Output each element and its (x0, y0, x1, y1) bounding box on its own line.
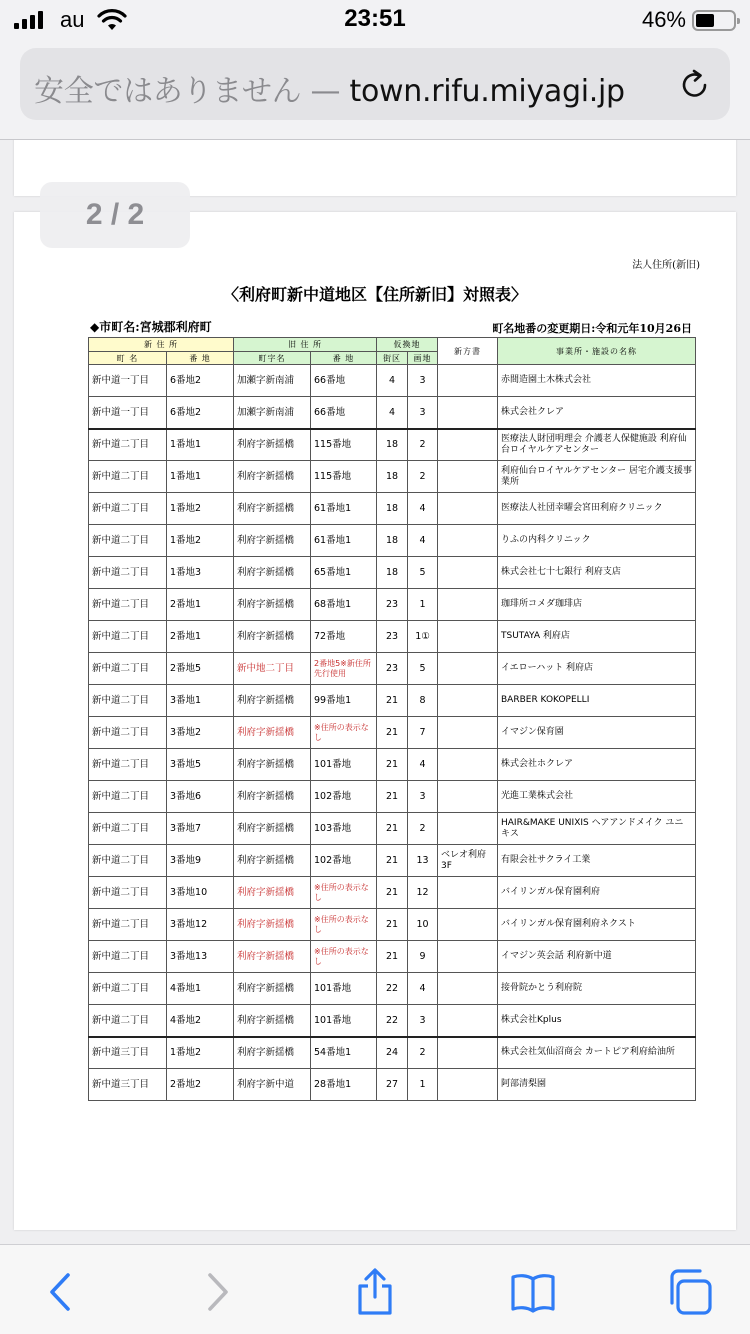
cell-block: 4 (377, 397, 408, 429)
header-temp-lot: 仮換地 (377, 338, 438, 352)
reload-icon[interactable] (678, 68, 712, 102)
cell-old-lot: 66番地 (311, 365, 377, 397)
cell-new-way (438, 909, 498, 941)
cell-block: 21 (377, 781, 408, 813)
cell-new-way (438, 781, 498, 813)
cell-block: 21 (377, 749, 408, 781)
cell-block: 22 (377, 973, 408, 1005)
header-town: 町 名 (89, 352, 167, 365)
cell-lot: 4番地1 (167, 973, 234, 1005)
url-text[interactable] (34, 66, 664, 110)
cell-block: 18 (377, 493, 408, 525)
header-old-lot: 番 地 (311, 352, 377, 365)
cell-town: 新中道二丁目 (89, 845, 167, 877)
cell-town: 新中道二丁目 (89, 813, 167, 845)
cell-lot: 6番地2 (167, 365, 234, 397)
cell-block: 18 (377, 429, 408, 461)
cell-block: 24 (377, 1037, 408, 1069)
cell-block: 4 (377, 365, 408, 397)
table-row (89, 365, 696, 397)
cell-town: 新中道三丁目 (89, 1037, 167, 1069)
cell-old-town: 利府字新揺橋 (234, 781, 311, 813)
cell-new-way (438, 813, 498, 845)
address-table (88, 337, 696, 1101)
cell-old-town: 利府字新揺橋 (234, 525, 311, 557)
cell-plot: 10 (408, 909, 438, 941)
cell-facility-name: りふの内科クリニック (498, 525, 696, 557)
cell-plot: 3 (408, 397, 438, 429)
cell-old-town: 加瀬字新南浦 (234, 397, 311, 429)
cell-new-way (438, 365, 498, 397)
cell-block: 23 (377, 621, 408, 653)
cell-town: 新中道二丁目 (89, 909, 167, 941)
cell-old-town: 利府字新揺橋 (234, 621, 311, 653)
cell-block: 22 (377, 1005, 408, 1037)
cell-old-lot: ※住所の表示なし (311, 909, 377, 941)
table-row (89, 1037, 696, 1069)
table-row (89, 749, 696, 781)
cell-facility-name: 株式会社気仙沼商会 カートピア利府給油所 (498, 1037, 696, 1069)
share-icon[interactable] (350, 1267, 400, 1317)
battery-icon (692, 10, 736, 31)
cell-plot: 7 (408, 717, 438, 749)
cell-lot: 3番地2 (167, 717, 234, 749)
table-row (89, 1005, 696, 1037)
cell-facility-name: 医療法人財団明理会 介護老人保健施設 利府仙台ロイヤルケアセンター (498, 429, 696, 461)
cell-old-town: 利府字新中道 (234, 1069, 311, 1101)
header-plot: 画地 (408, 352, 438, 365)
cell-new-way (438, 653, 498, 685)
table-row (89, 909, 696, 941)
cell-old-town: 利府字新揺橋 (234, 589, 311, 621)
cell-town: 新中道二丁目 (89, 1005, 167, 1037)
header-lot: 番 地 (167, 352, 234, 365)
cell-block: 18 (377, 557, 408, 589)
cell-new-way (438, 877, 498, 909)
table-row (89, 397, 696, 429)
cell-lot: 6番地2 (167, 397, 234, 429)
cell-old-town: 利府字新揺橋 (234, 845, 311, 877)
cell-lot: 3番地13 (167, 941, 234, 973)
cell-town: 新中道二丁目 (89, 781, 167, 813)
cell-lot: 4番地2 (167, 1005, 234, 1037)
cell-lot: 1番地1 (167, 461, 234, 493)
cell-old-town: 利府字新揺橋 (234, 557, 311, 589)
battery-percent: 46% (641, 7, 686, 32)
cell-facility-name: 株式会社クレア (498, 397, 696, 429)
cell-facility-name: HAIR&MAKE UNIXIS ヘアアンドメイク ユニキス (498, 813, 696, 845)
table-row (89, 717, 696, 749)
cell-lot: 3番地1 (167, 685, 234, 717)
cell-town: 新中道二丁目 (89, 877, 167, 909)
cell-new-way (438, 1005, 498, 1037)
cell-facility-name: 利府仙台ロイヤルケアセンター 居宅介護支援事業所 (498, 461, 696, 493)
cell-old-town: 利府字新揺橋 (234, 717, 311, 749)
table-row (89, 1069, 696, 1101)
cell-old-lot: 72番地 (311, 621, 377, 653)
cell-town: 新中道二丁目 (89, 621, 167, 653)
cell-new-way (438, 941, 498, 973)
cell-facility-name: 阿部清梨園 (498, 1069, 696, 1101)
cell-facility-name: イマジン英会話 利府新中道 (498, 941, 696, 973)
cell-plot: 5 (408, 653, 438, 685)
status-bar (0, 0, 750, 42)
cell-block: 21 (377, 717, 408, 749)
cell-town: 新中道二丁目 (89, 525, 167, 557)
cell-old-lot: ※住所の表示なし (311, 941, 377, 973)
table-row (89, 589, 696, 621)
header-old-town: 町字名 (234, 352, 311, 365)
cell-lot: 3番地10 (167, 877, 234, 909)
cell-town: 新中道二丁目 (89, 941, 167, 973)
cell-old-lot: 28番地1 (311, 1069, 377, 1101)
change-date-label: 町名地番の変更期日:令和元年10月26日 (492, 322, 692, 335)
table-row (89, 845, 696, 877)
cell-old-lot: ※住所の表示なし (311, 877, 377, 909)
cell-town: 新中道二丁目 (89, 749, 167, 781)
cell-lot: 2番地1 (167, 621, 234, 653)
cell-plot: 13 (408, 845, 438, 877)
pdf-page (14, 212, 736, 1230)
cell-lot: 1番地2 (167, 525, 234, 557)
cell-old-town: 加瀬字新南浦 (234, 365, 311, 397)
header-new-address: 新 住 所 (89, 338, 234, 352)
table-row (89, 525, 696, 557)
cell-plot: 3 (408, 781, 438, 813)
cell-new-way (438, 685, 498, 717)
cell-town: 新中道二丁目 (89, 557, 167, 589)
cell-old-town: 利府字新揺橋 (234, 813, 311, 845)
table-row (89, 781, 696, 813)
table-row (89, 813, 696, 845)
cell-old-lot: 99番地1 (311, 685, 377, 717)
cell-town: 新中道三丁目 (89, 1069, 167, 1101)
cell-facility-name: 株式会社Kplus (498, 1005, 696, 1037)
cell-block: 18 (377, 525, 408, 557)
cell-lot: 3番地7 (167, 813, 234, 845)
cell-old-lot: 65番地1 (311, 557, 377, 589)
cell-facility-name: 赤間造園土木株式会社 (498, 365, 696, 397)
cell-facility-name: 接骨院かとう利府院 (498, 973, 696, 1005)
cell-plot: 3 (408, 1005, 438, 1037)
pdf-viewer[interactable] (0, 140, 750, 1244)
cell-old-town: 利府字新揺橋 (234, 461, 311, 493)
page-indicator: 2 / 2 (40, 182, 190, 248)
cell-new-way (438, 621, 498, 653)
chevron-right-icon[interactable] (192, 1267, 242, 1317)
table-row (89, 429, 696, 461)
cell-new-way (438, 589, 498, 621)
cell-facility-name: イエローハット 利府店 (498, 653, 696, 685)
cell-old-town: 利府字新揺橋 (234, 1037, 311, 1069)
cell-old-lot: 61番地1 (311, 525, 377, 557)
cell-old-town: 利府字新揺橋 (234, 973, 311, 1005)
cell-facility-name: BARBER KOKOPELLI (498, 685, 696, 717)
cell-new-way (438, 717, 498, 749)
cell-facility-name: TSUTAYA 利府店 (498, 621, 696, 653)
header-facility: 事業所・施設の名称 (498, 338, 696, 365)
cell-facility-name: 株式会社七十七銀行 利府支店 (498, 557, 696, 589)
cell-plot: 2 (408, 813, 438, 845)
cell-town: 新中道一丁目 (89, 365, 167, 397)
cell-block: 23 (377, 589, 408, 621)
cell-block: 21 (377, 941, 408, 973)
cell-plot: 1 (408, 1069, 438, 1101)
book-icon[interactable] (508, 1267, 558, 1317)
cell-facility-name: バイリンガル保育園利府ネクスト (498, 909, 696, 941)
cell-old-lot: 102番地 (311, 781, 377, 813)
cell-old-lot: 101番地 (311, 749, 377, 781)
cell-block: 21 (377, 845, 408, 877)
address-table-body (89, 365, 696, 1101)
cell-old-lot: 2番地5※新住所先行使用 (311, 653, 377, 685)
header-new-way: 新方書 (438, 338, 498, 365)
cell-old-town: 新中地二丁目 (234, 653, 311, 685)
cell-block: 18 (377, 461, 408, 493)
cell-lot: 3番地12 (167, 909, 234, 941)
cell-block: 21 (377, 813, 408, 845)
cell-old-lot: 68番地1 (311, 589, 377, 621)
cell-new-way (438, 429, 498, 461)
cell-old-lot: 115番地 (311, 429, 377, 461)
cell-old-lot: 101番地 (311, 1005, 377, 1037)
cell-plot: 1① (408, 621, 438, 653)
cell-town: 新中道二丁目 (89, 589, 167, 621)
table-row (89, 685, 696, 717)
cell-town: 新中道二丁目 (89, 429, 167, 461)
table-row (89, 557, 696, 589)
cell-new-way: ベレオ利府3F (438, 845, 498, 877)
not-secure-label: 安全ではありません — (34, 74, 341, 109)
cell-old-lot: 101番地 (311, 973, 377, 1005)
cell-old-town: 利府字新揺橋 (234, 1005, 311, 1037)
cell-old-town: 利府字新揺橋 (234, 941, 311, 973)
cell-facility-name: 光進工業株式会社 (498, 781, 696, 813)
cell-plot: 8 (408, 685, 438, 717)
cell-new-way (438, 1037, 498, 1069)
cell-old-lot: 54番地1 (311, 1037, 377, 1069)
cell-new-way (438, 1069, 498, 1101)
cell-facility-name: 珈琲所コメダ珈琲店 (498, 589, 696, 621)
cell-town: 新中道二丁目 (89, 461, 167, 493)
tabs-icon[interactable] (664, 1267, 714, 1317)
cell-old-lot: 61番地1 (311, 493, 377, 525)
cell-facility-name: 有限会社サクライ工業 (498, 845, 696, 877)
cell-plot: 4 (408, 525, 438, 557)
cell-old-town: 利府字新揺橋 (234, 685, 311, 717)
cell-block: 27 (377, 1069, 408, 1101)
cell-lot: 1番地1 (167, 429, 234, 461)
cell-block: 21 (377, 909, 408, 941)
cell-town: 新中道二丁目 (89, 493, 167, 525)
cell-old-lot: ※住所の表示なし (311, 717, 377, 749)
status-time: 23:51 (344, 5, 406, 32)
cell-facility-name: イマジン保育園 (498, 717, 696, 749)
table-row (89, 493, 696, 525)
municipality-label: ◆市町名:宮城郡利府町 (90, 320, 212, 334)
url-domain: town.rifu.miyagi.jp (349, 74, 625, 109)
cell-plot: 1 (408, 589, 438, 621)
cell-new-way (438, 461, 498, 493)
cell-block: 21 (377, 685, 408, 717)
cell-old-town: 利府字新揺橋 (234, 909, 311, 941)
cell-facility-name: 医療法人社団幸曜会宮田利府クリニック (498, 493, 696, 525)
cell-lot: 2番地2 (167, 1069, 234, 1101)
cell-block: 21 (377, 877, 408, 909)
cell-plot: 2 (408, 429, 438, 461)
document-title: 〈利府町新中道地区【住所新旧】対照表〉 (222, 285, 527, 304)
table-row (89, 653, 696, 685)
cell-old-lot: 103番地 (311, 813, 377, 845)
cell-lot: 1番地2 (167, 493, 234, 525)
bottom-toolbar (0, 1244, 750, 1334)
cell-facility-name: 株式会社ホクレア (498, 749, 696, 781)
cell-town: 新中道二丁目 (89, 685, 167, 717)
address-bar[interactable] (20, 48, 730, 120)
carrier-label: au (60, 7, 85, 32)
cell-old-town: 利府字新揺橋 (234, 429, 311, 461)
cell-plot: 12 (408, 877, 438, 909)
cell-lot: 1番地3 (167, 557, 234, 589)
cell-old-town: 利府字新揺橋 (234, 493, 311, 525)
cell-plot: 4 (408, 973, 438, 1005)
cell-lot: 3番地5 (167, 749, 234, 781)
cell-plot: 9 (408, 941, 438, 973)
table-row (89, 461, 696, 493)
cell-town: 新中道二丁目 (89, 717, 167, 749)
cell-plot: 5 (408, 557, 438, 589)
table-row (89, 973, 696, 1005)
cell-plot: 3 (408, 365, 438, 397)
cell-plot: 4 (408, 493, 438, 525)
cell-new-way (438, 397, 498, 429)
cell-lot: 1番地2 (167, 1037, 234, 1069)
table-row (89, 941, 696, 973)
cell-new-way (438, 525, 498, 557)
table-row (89, 621, 696, 653)
table-row (89, 877, 696, 909)
corner-label: 法人住所(新旧) (632, 260, 700, 271)
cell-new-way (438, 493, 498, 525)
cell-plot: 2 (408, 1037, 438, 1069)
cell-old-town: 利府字新揺橋 (234, 877, 311, 909)
cell-facility-name: バイリンガル保育園利府 (498, 877, 696, 909)
cell-plot: 4 (408, 749, 438, 781)
cell-new-way (438, 973, 498, 1005)
cell-old-town: 利府字新揺橋 (234, 749, 311, 781)
cell-lot: 2番地1 (167, 589, 234, 621)
header-old-address: 旧 住 所 (234, 338, 377, 352)
cell-old-lot: 115番地 (311, 461, 377, 493)
cell-lot: 3番地9 (167, 845, 234, 877)
cell-old-lot: 66番地 (311, 397, 377, 429)
cell-new-way (438, 557, 498, 589)
chevron-left-icon[interactable] (36, 1267, 86, 1317)
cell-town: 新中道二丁目 (89, 973, 167, 1005)
cell-town: 新中道一丁目 (89, 397, 167, 429)
cell-new-way (438, 749, 498, 781)
cell-plot: 2 (408, 461, 438, 493)
cell-lot: 2番地5 (167, 653, 234, 685)
cell-old-lot: 102番地 (311, 845, 377, 877)
cell-town: 新中道二丁目 (89, 653, 167, 685)
cell-block: 23 (377, 653, 408, 685)
header-block: 街区 (377, 352, 408, 365)
cell-lot: 3番地6 (167, 781, 234, 813)
